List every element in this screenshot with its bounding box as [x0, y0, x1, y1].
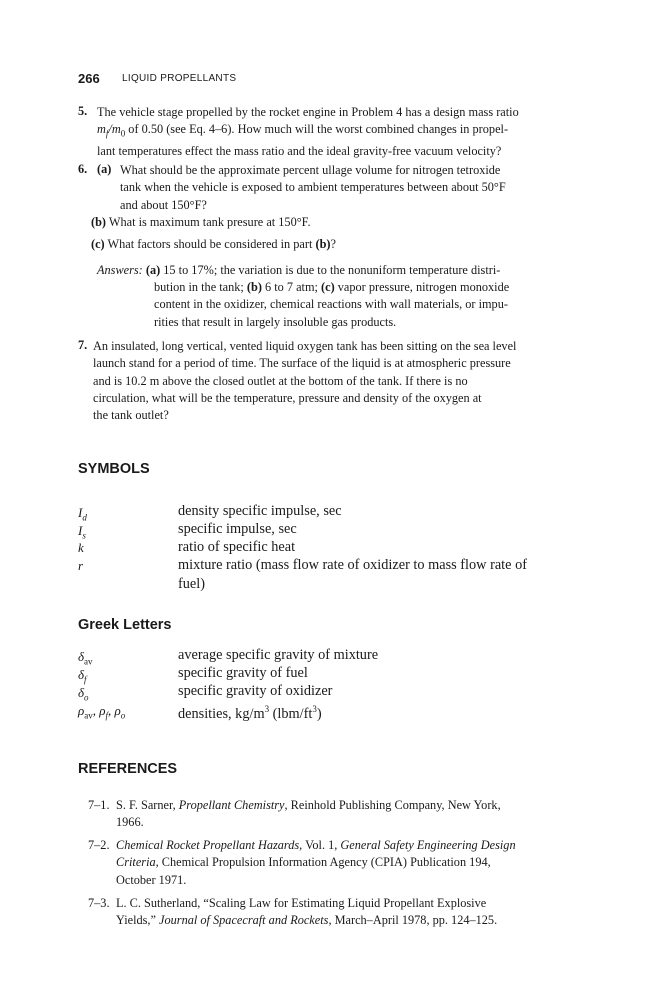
symbols-heading: SYMBOLS: [78, 461, 150, 477]
problem-6a-label: (a): [97, 162, 112, 176]
reference-7-1-number: 7–1.: [88, 798, 110, 812]
problem-6c: (c) What factors should be considered in part (b)?: [91, 237, 336, 251]
symbol-delta-f-def: specific gravity of fuel: [178, 665, 308, 681]
symbol-rho: $\rho_{av}$, $\rho_f$, $\rho_o$: [78, 703, 126, 721]
reference-7-3-number: 7–3.: [88, 896, 110, 910]
reference-7-2: Chemical Rocket Propellant Hazards, Vol. 1, General Safety Engineering Design Criteria, Chemical Propulsion Information Agency (CPIA) Publication 194, October 1971.: [116, 838, 516, 887]
symbol-Is-def: specific impulse, sec: [178, 521, 297, 537]
symbol-r: r: [78, 558, 84, 573]
symbol-Id: $I_d$: [78, 505, 87, 523]
problem-6-answers: Answers: (a) 15 to 17%; the variation is due to the nonuniform temperature distri-: [97, 263, 501, 277]
symbol-k: k: [78, 540, 84, 555]
problem-6-number: 6.: [78, 162, 88, 176]
symbol-k-def: ratio of specific heat: [178, 539, 296, 555]
symbol-r-def: mixture ratio (mass flow rate of oxidizer to mass flow rate of fuel): [178, 557, 527, 592]
problem-5-text: The vehicle stage propelled by the rocket engine in Problem 4 has a design mass ratio $m_f/m_0$ of 0.50 (see Eq. 4–6). How much will the worst combined changes in propel- lant temperatures effect the mass ratio and the ideal gravity-free vacuum velocity?: [97, 105, 519, 159]
greek-heading: Greek Letters: [78, 617, 172, 633]
running-title: LIQUID PROPELLANTS: [122, 73, 237, 84]
symbol-delta-o-def: specific gravity of oxidizer: [178, 683, 333, 699]
symbol-rho-def: densities, $kg/m^3$ $(lbm/ft^3)$: [178, 704, 322, 722]
problem-6a-text: What should be the approximate percent ullage volume for nitrogen tetroxide tank when the vehicle is exposed to ambient temperatures between about 50°F and about 150°F?: [120, 163, 506, 212]
symbol-Is: $I_s$: [78, 523, 86, 541]
problem-5-number: 5.: [78, 104, 88, 118]
problem-7-number: 7.: [78, 338, 88, 352]
symbol-delta-av: $\delta_{av}$: [78, 649, 93, 667]
symbol-Id-def: density specific impulse, sec: [178, 503, 342, 519]
symbol-delta-o: $\delta_o$: [78, 685, 89, 703]
reference-7-3: L. C. Sutherland, “Scaling Law for Estimating Liquid Propellant Explosive Yields,” Journal of Spacecraft and Rockets, March–April 1978, pp. 124–125.: [116, 896, 498, 928]
reference-7-1: S. F. Sarner, Propellant Chemistry, Reinhold Publishing Company, New York, 1966.: [116, 798, 501, 830]
page-number: 266: [78, 71, 100, 86]
references-heading: REFERENCES: [78, 761, 178, 777]
reference-7-2-number: 7–2.: [88, 838, 110, 852]
problem-6-answers-cont: bution in the tank; (b) 6 to 7 atm; (c) vapor pressure, nitrogen monoxide content in the oxidizer, chemical reactions with wall materials, or impu- rities that result in largely insoluble gas products.: [154, 280, 510, 329]
symbol-delta-av-def: average specific gravity of mixture: [178, 647, 379, 663]
problem-6b: (b) What is maximum tank presure at 150°F.: [91, 215, 311, 229]
symbol-delta-f: $\delta_f$: [78, 667, 87, 685]
problem-7-text: An insulated, long vertical, vented liquid oxygen tank has been sitting on the sea level launch stand for a period of time. The surface of the liquid is at atmospheric pressure and is 10.2 m above the closed outlet at the bottom of the tank. If there is no circulation, what will be the temperature, pressure and density of the oxygen at the tank outlet?: [93, 339, 517, 423]
